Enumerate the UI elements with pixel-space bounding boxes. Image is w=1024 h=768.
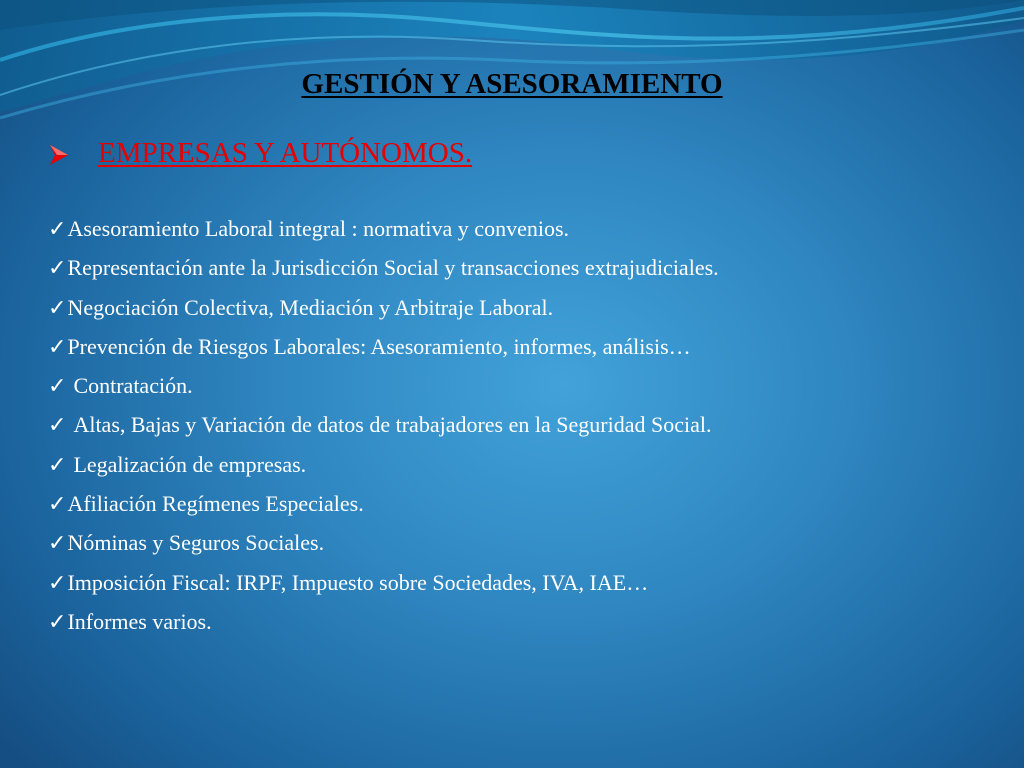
list-item bbox=[48, 330, 719, 369]
checkmark-icon: ✓ bbox=[48, 333, 67, 359]
list-item-text: Altas, Bajas y Variación de datos de trabajadores en la Seguridad Social. bbox=[73, 412, 712, 438]
list-item bbox=[48, 487, 719, 526]
list-item-text: Contratación. bbox=[73, 373, 193, 399]
arrowhead-bullet-icon bbox=[48, 144, 70, 166]
slide-title: GESTIÓN Y ASESORAMIENTO bbox=[301, 68, 723, 100]
checkmark-icon: ✓ bbox=[48, 530, 67, 556]
checkmark-icon: ✓ bbox=[48, 294, 67, 320]
checkmark-icon: ✓ bbox=[48, 608, 67, 634]
list-item-text: Afiliación Regímenes Especiales. bbox=[67, 491, 364, 517]
checkmark-icon: ✓ bbox=[48, 216, 67, 241]
list-item bbox=[48, 408, 719, 447]
checkmark-icon: ✓ bbox=[48, 412, 67, 438]
checkmark-icon: ✓ bbox=[48, 255, 67, 281]
checkmark-icon: ✓ bbox=[48, 491, 67, 517]
list-item-text: Negociación Colectiva, Mediación y Arbitraje Laboral. bbox=[67, 294, 554, 320]
list-item-text: Nóminas y Seguros Sociales. bbox=[67, 530, 325, 556]
list-item bbox=[48, 448, 719, 487]
list-item bbox=[48, 566, 719, 605]
list-item bbox=[48, 605, 719, 644]
list-item bbox=[48, 291, 719, 330]
list-item-text: Informes varios. bbox=[67, 608, 212, 634]
service-list bbox=[48, 212, 719, 644]
checkmark-icon: ✓ bbox=[48, 373, 67, 399]
list-item-text: Representación ante la Jurisdicción Social y transacciones extrajudiciales. bbox=[67, 255, 719, 281]
list-item-text: Prevención de Riesgos Laborales: Asesoramiento, informes, análisis… bbox=[67, 333, 691, 359]
list-item bbox=[48, 251, 719, 290]
list-item bbox=[48, 369, 719, 408]
list-item-text: Asesoramiento Laboral integral : normativa y convenios. bbox=[67, 216, 570, 241]
list-item-text: Legalización de empresas. bbox=[73, 451, 307, 477]
section-subtitle: EMPRESAS Y AUTÓNOMOS. bbox=[98, 137, 473, 169]
checkmark-icon: ✓ bbox=[48, 451, 67, 477]
checkmark-icon: ✓ bbox=[48, 569, 67, 595]
list-item-text: Imposición Fiscal: IRPF, Impuesto sobre Sociedades, IVA, IAE… bbox=[67, 569, 649, 595]
list-item bbox=[48, 212, 719, 251]
list-item bbox=[48, 526, 719, 565]
